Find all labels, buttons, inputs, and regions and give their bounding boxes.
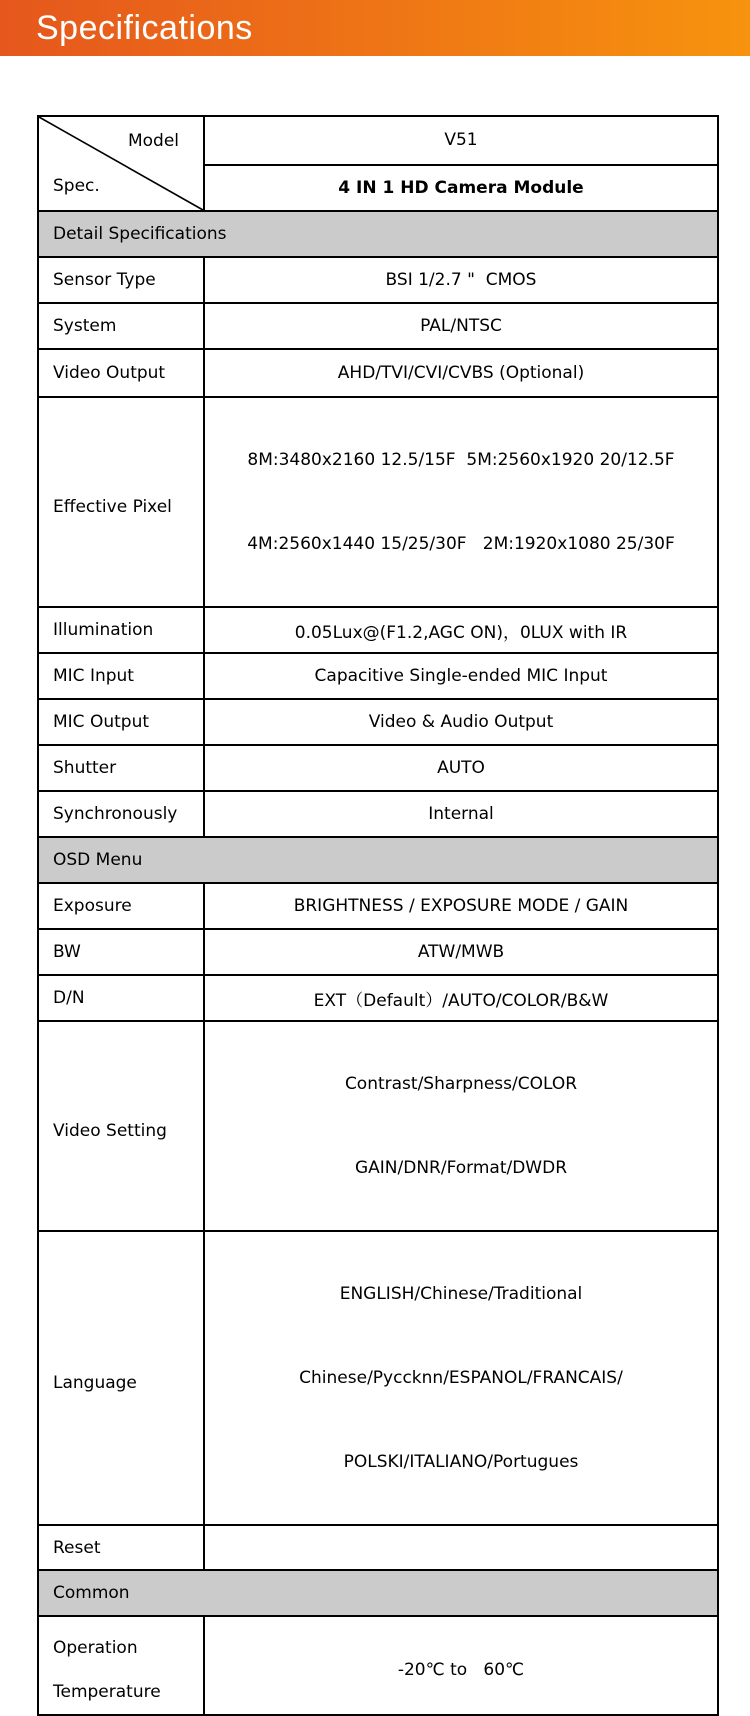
row-label: BW [38,929,204,975]
page-header-banner [0,0,750,56]
row-label: Effective Pixel [38,397,204,607]
section-row-detail [38,211,718,257]
table-header-row [38,116,718,165]
row-label: Shutter [38,745,204,791]
table-row [38,1231,718,1525]
row-label [38,1616,204,1715]
row-value: AHD/TVI/CVI/CVBS (Optional) [204,349,718,397]
table-row [38,1616,718,1715]
table-row [38,791,718,837]
row-value: AUTO [204,745,718,791]
section-row-osd [38,837,718,883]
specifications-table [37,115,719,1716]
corner-cell [38,116,204,211]
corner-model-label: Model [127,131,179,151]
row-value: BRIGHTNESS / EXPOSURE MODE / GAIN [204,883,718,929]
row-label: Synchronously [38,791,204,837]
table-row [38,883,718,929]
row-label-line: Operation [53,1638,138,1658]
row-value [204,397,718,607]
row-label: MIC Output [38,699,204,745]
table-row [38,745,718,791]
row-value-line: 4M:2560x1440 15/25/30F 2M:1920x1080 25/30F [247,534,675,554]
model-value-cell: V51 [204,116,718,165]
table-row [38,349,718,397]
row-label: System [38,303,204,349]
row-value-line: ENGLISH/Chinese/Traditional [339,1284,583,1304]
table-row [38,257,718,303]
section-header-common: Common [38,1570,718,1616]
row-value: Video & Audio Output [204,699,718,745]
row-label: D/N [38,975,204,1021]
table-row [38,607,718,653]
product-name-cell: 4 IN 1 HD Camera Module [204,165,718,212]
row-label: Reset [38,1525,204,1570]
row-label: Exposure [38,883,204,929]
row-label: Sensor Type [38,257,204,303]
section-row-common [38,1570,718,1616]
section-header-detail-specifications: Detail Specifications [38,211,718,257]
row-value: Internal [204,791,718,837]
row-value: PAL/NTSC [204,303,718,349]
row-value-line: Contrast/Sharpness/COLOR [344,1074,578,1094]
row-label: Video Setting [38,1021,204,1231]
row-label-line: Temperature [53,1682,161,1702]
row-value [204,1525,718,1570]
row-value: -20℃ to 60℃ [204,1616,718,1715]
row-label: Video Output [38,349,204,397]
row-value-line: GAIN/DNR/Format/DWDR [354,1158,568,1178]
row-value: 0.05Lux@(F1.2,AGC ON)，0LUX with IR [204,607,718,653]
table-row [38,975,718,1021]
row-value: BSI 1/2.7 " CMOS [204,257,718,303]
table-row [38,303,718,349]
row-value-line: POLSKI/ITALIANO/Portugues [343,1452,579,1472]
row-label: Illumination [38,607,204,653]
row-value-line: Chinese/Pyccknn/ESPANOL/FRANCAIS/ [299,1368,623,1388]
row-value: EXT（Default）/AUTO/COLOR/B&W [204,975,718,1021]
row-value [204,1231,718,1525]
table-row [38,929,718,975]
page-title: Specifications [36,8,253,47]
row-value: Capacitive Single-ended MIC Input [204,653,718,699]
table-row [38,1021,718,1231]
row-value [204,1021,718,1231]
row-label: Language [38,1231,204,1525]
section-header-osd-menu: OSD Menu [38,837,718,883]
table-row [38,699,718,745]
corner-spec-label: Spec. [53,176,100,196]
row-value-line: 8M:3480x2160 12.5/15F 5M:2560x1920 20/12.5F [247,450,675,470]
row-value: ATW/MWB [204,929,718,975]
table-row [38,397,718,607]
table-row [38,1525,718,1570]
row-label: MIC Input [38,653,204,699]
table-row [38,653,718,699]
